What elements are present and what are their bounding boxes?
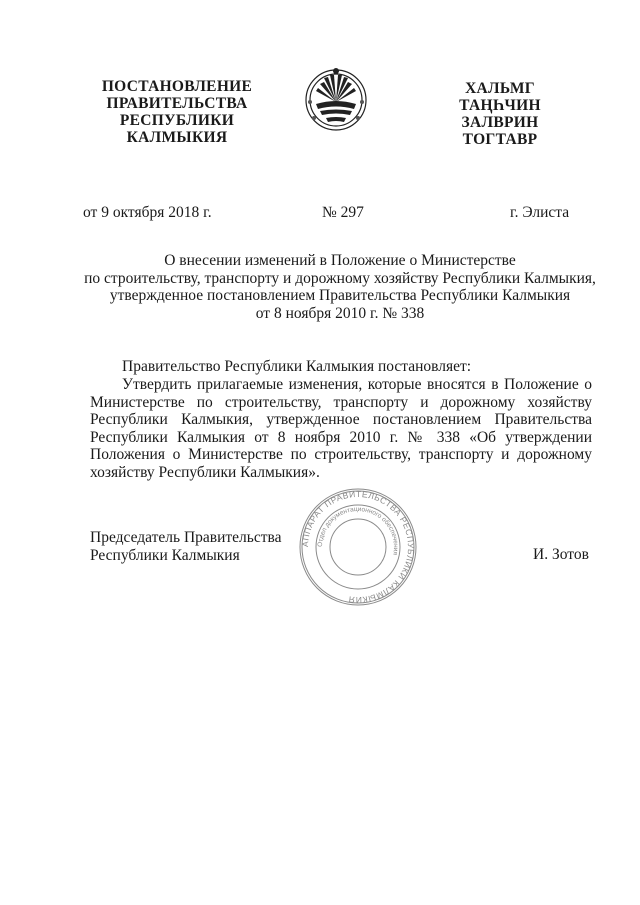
document-number: № 297 — [322, 204, 364, 221]
signatory-position-line: Председатель Правительства — [90, 529, 282, 546]
header-left-line: КАЛМЫКИЯ — [126, 129, 228, 146]
signatory-position — [90, 529, 282, 564]
resolution-text: Утвердить прилагаемые изменения, которые вносятся в Положение о Министерстве по строительству, транспорту и дорожному хозяйству Республики Калмыкия, утвержденное постановлением Правительства Республики Калмыкия от 8 ноября 2010 г. № 338 «Об утверждении Положения о Министерстве по строительству, транспорту и дорожному хозяйству Республики Калмыкия». — [90, 376, 592, 481]
document-title — [60, 252, 620, 322]
stamp-inner-text: Отдел документационного обеспечения — [316, 505, 400, 556]
header-left-title — [92, 78, 262, 146]
header-right-line: ТАҢҺЧИН — [459, 97, 541, 114]
document-date: от 9 октября 2018 г. — [83, 204, 212, 221]
header-right-title — [440, 80, 560, 148]
header-left-line: ПРАВИТЕЛЬСТВА — [106, 95, 248, 112]
header-right-line: ТОГТАВР — [462, 131, 538, 148]
official-stamp — [298, 487, 418, 607]
header-right-line: ХАЛЬМГ — [465, 80, 535, 97]
header-left-line: ПОСТАНОВЛЕНИЕ — [101, 78, 253, 95]
title-line: по строительству, транспорту и дорожному хозяйству Республики Калмыкия, — [84, 269, 596, 287]
title-line: от 8 ноября 2010 г. № 338 — [255, 304, 425, 322]
resolution-intro: Правительство Республики Калмыкия постановляет: — [122, 358, 472, 375]
header-right-line: ЗАЛВРИН — [461, 114, 539, 131]
title-line: утвержденное постановлением Правительства Республики Калмыкия — [109, 287, 571, 304]
svg-text:Отдел документационного обеспе — [317, 506, 399, 556]
header-left-line: РЕСПУБЛИКИ — [119, 112, 235, 129]
title-line: О внесении изменений в Положение о Министерстве — [164, 252, 516, 269]
stamp-outer-text: АППАРАТ ПРАВИТЕЛЬСТВА РЕСПУБЛИКИ КАЛМЫКИЯ — [299, 488, 417, 606]
signatory-name: И. Зотов — [533, 546, 589, 563]
kalmykia-emblem-icon — [302, 62, 370, 136]
document-city: г. Элиста — [510, 204, 570, 221]
signatory-position-line: Республики Калмыкия — [90, 546, 240, 564]
